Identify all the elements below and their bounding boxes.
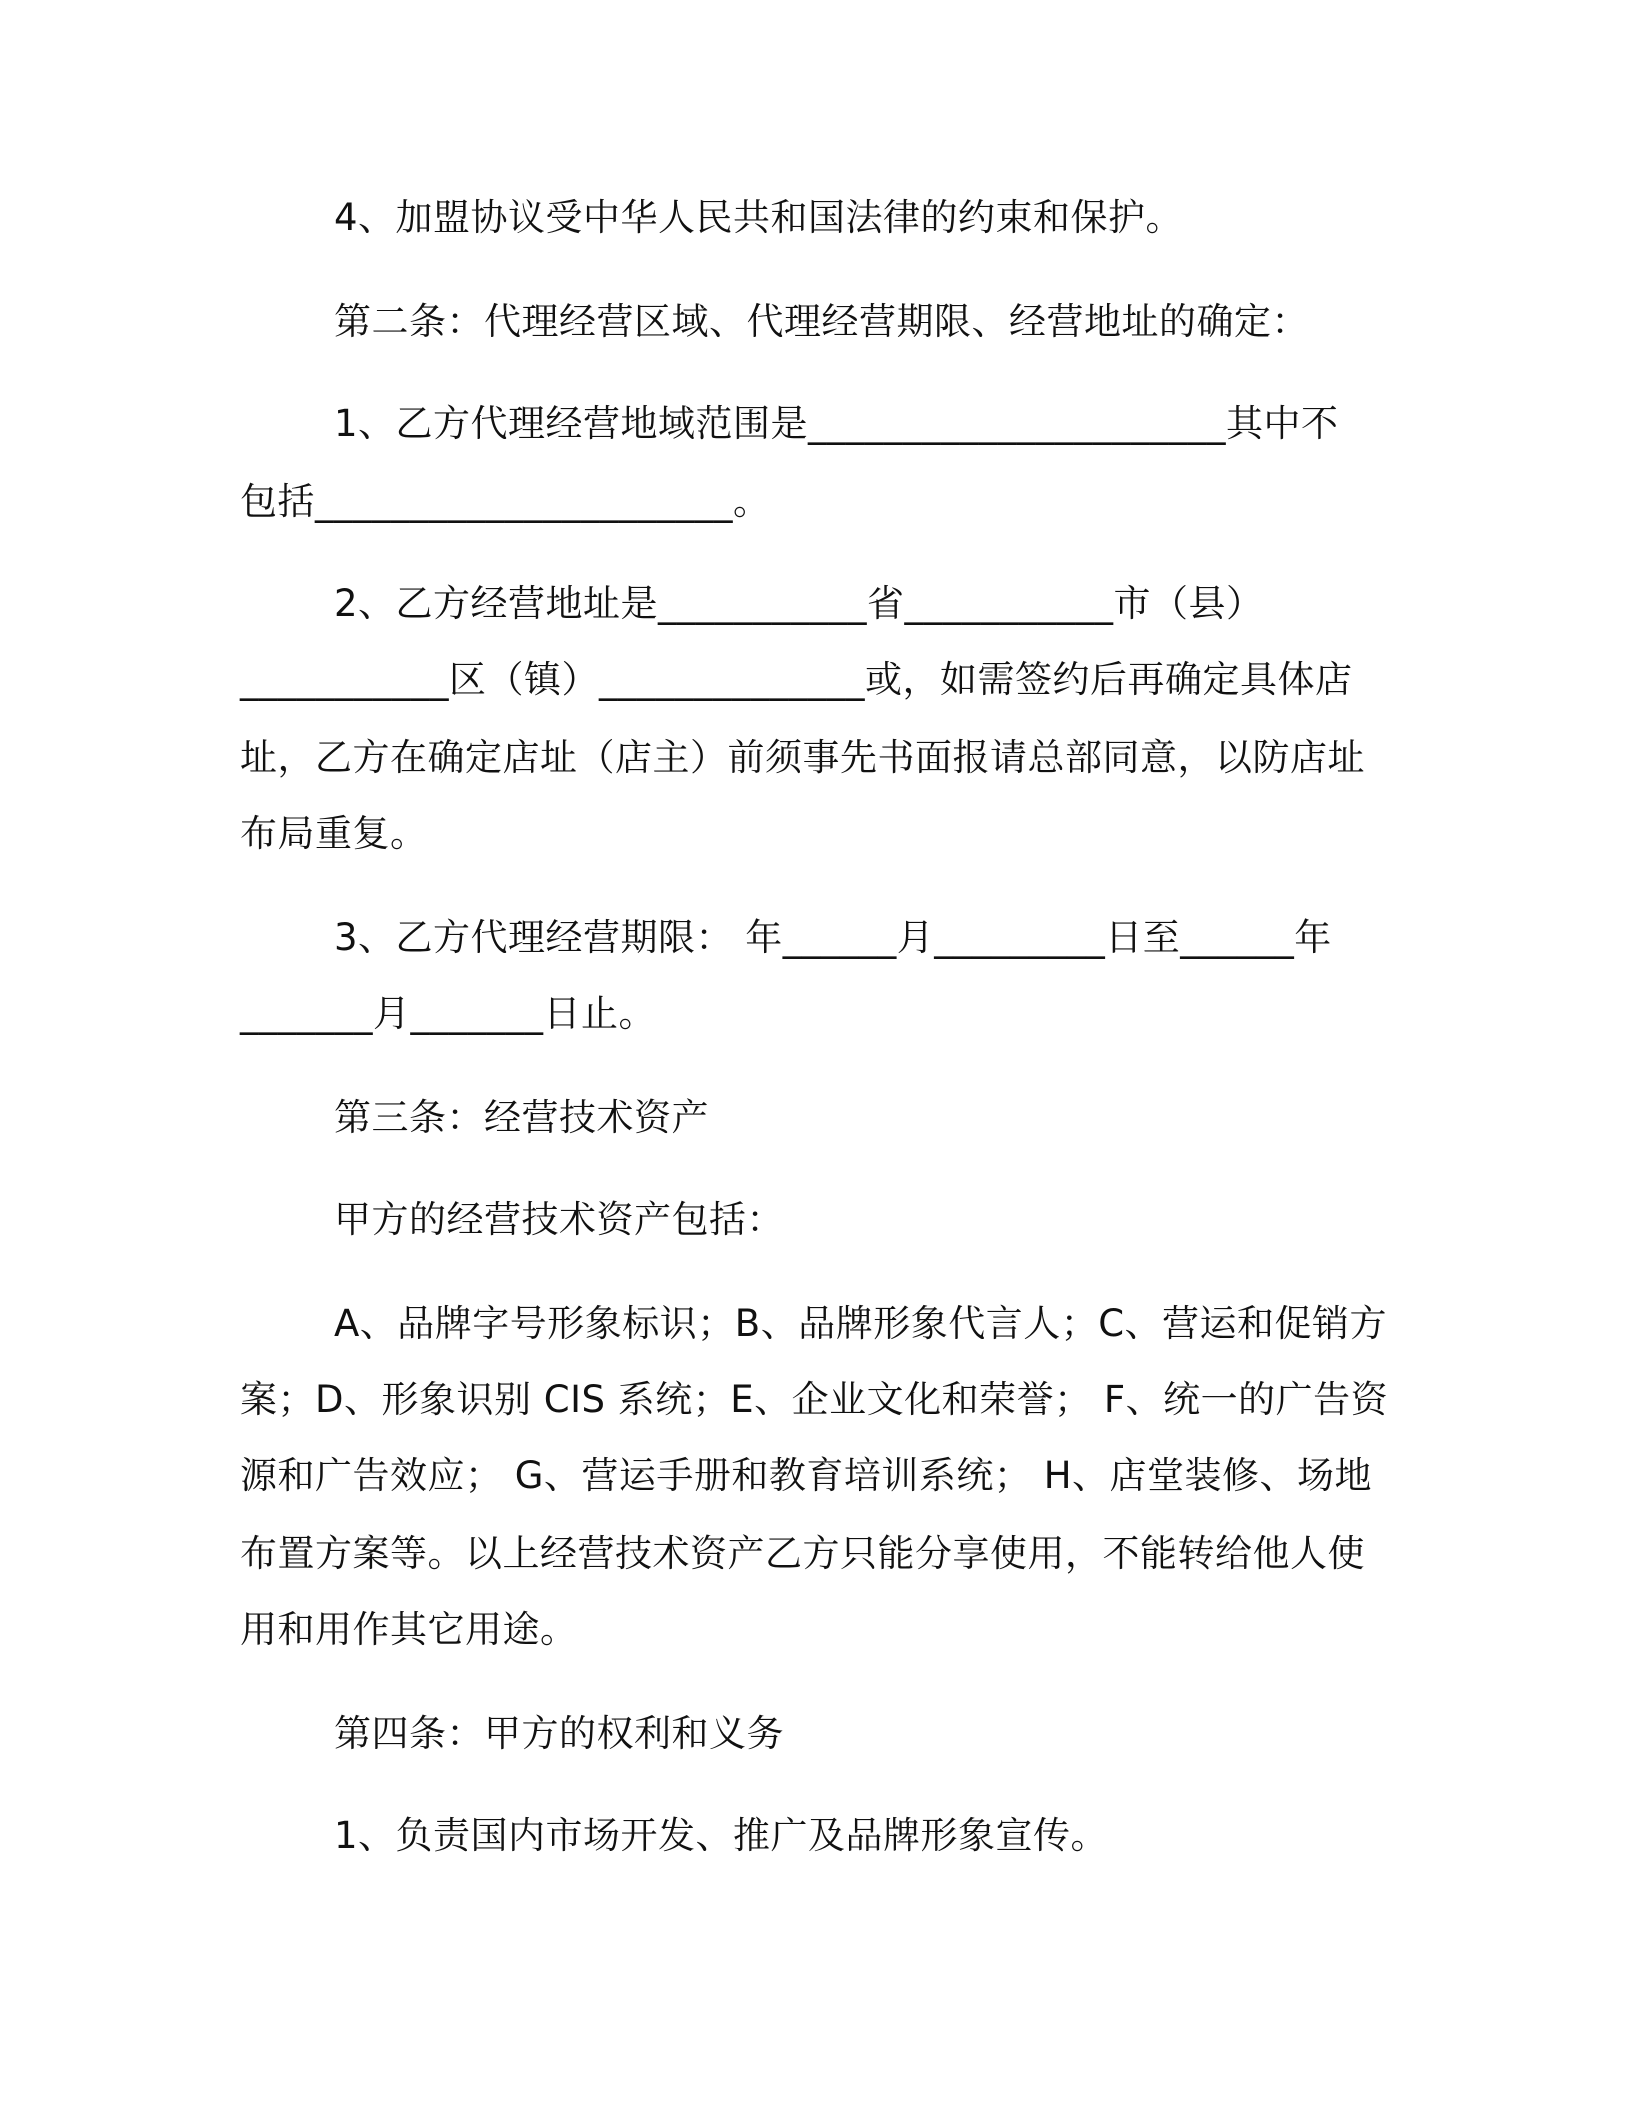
- clause-2-3-line-1: 3、乙方代理经营期限： 年______月_________日至______年: [334, 916, 1332, 959]
- clause-2-2-line-1: 2、乙方经营地址是___________省___________市（县）: [334, 582, 1264, 625]
- clause-2-1-line-1: 1、乙方代理经营地域范围是______________________其中不: [334, 402, 1339, 445]
- clause-2-2-line-3: 址，乙方在确定店址（店主）前须事先书面报请总部同意，以防店址: [240, 736, 1365, 779]
- article-3-body-line-2: 案；D、形象识别 CIS 系统；E、企业文化和荣誉； F、统一的广告资: [240, 1378, 1389, 1421]
- article-3-intro: 甲方的经营技术资产包括：: [334, 1198, 784, 1241]
- clause-2-2-line-2: ___________区（镇）______________或，如需签约后再确定具体店: [240, 658, 1353, 701]
- clause-1-4: 4、加盟协议受中华人民共和国法律的约束和保护。: [334, 196, 1184, 239]
- article-3-heading: 第三条：经营技术资产: [334, 1096, 709, 1139]
- article-4-heading: 第四条：甲方的权利和义务: [334, 1712, 784, 1755]
- article-3-body-line-3: 源和广告效应； G、营运手册和教育培训系统； H、店堂装修、场地: [240, 1454, 1373, 1497]
- clause-2-1-line-2: 包括______________________。: [240, 480, 771, 523]
- clause-2-3-line-2: _______月_______日止。: [240, 992, 656, 1035]
- article-3-body-line-5: 用和用作其它用途。: [240, 1608, 578, 1651]
- clause-2-2-line-4: 布局重复。: [240, 812, 428, 855]
- clause-4-1: 1、负责国内市场开发、推广及品牌形象宣传。: [334, 1814, 1109, 1857]
- article-2-heading: 第二条：代理经营区域、代理经营期限、经营地址的确定：: [334, 300, 1309, 343]
- article-3-body-line-4: 布置方案等。以上经营技术资产乙方只能分享使用，不能转给他人使: [240, 1532, 1365, 1575]
- article-3-body-line-1: A、品牌字号形象标识；B、品牌形象代言人；C、营运和促销方: [334, 1302, 1388, 1345]
